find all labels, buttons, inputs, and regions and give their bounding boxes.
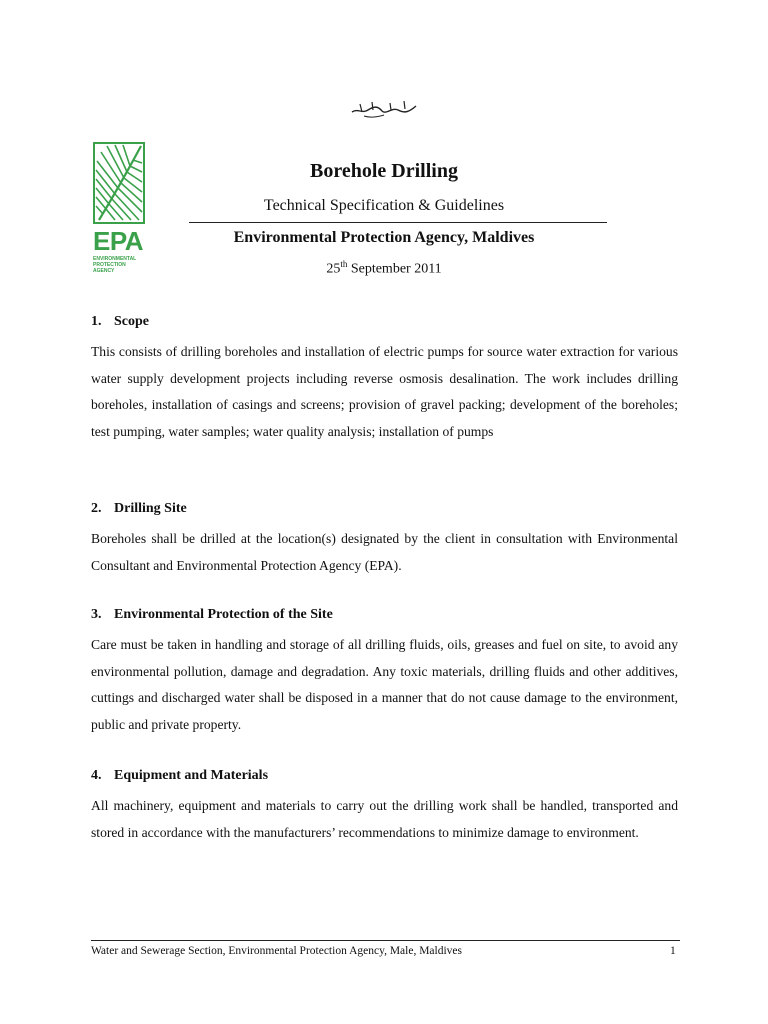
section-title: Environmental Protection of the Site xyxy=(114,607,333,622)
page-number: 1 xyxy=(670,945,676,957)
section-body: This consists of drilling boreholes and installation of electric pumps for source water extraction for various water supply development projects including reverse osmosis desalination. The work includes drilling boreholes, installation of casings and screens; provision of gravel packing; development of the boreholes; test pumping, water samples; water quality analysis; installation of pumps xyxy=(91,344,678,439)
section-number: 1. xyxy=(91,314,102,329)
document-date xyxy=(0,259,768,278)
section-heading xyxy=(91,500,678,518)
agency-name: Environmental Protection Agency, Maldives xyxy=(233,229,535,246)
section-scope xyxy=(91,313,678,445)
section-environmental-protection xyxy=(91,606,678,738)
logo-line: ENVIRONMENTAL xyxy=(93,256,137,262)
section-drilling-site xyxy=(91,500,678,579)
footer-text: Water and Sewerage Section, Environmental Protection Agency, Male, Maldives xyxy=(91,945,463,957)
section-heading xyxy=(91,767,678,785)
logo-line: AGENCY xyxy=(93,268,115,274)
date-day: 25 xyxy=(326,261,341,277)
footer-rule xyxy=(91,940,680,941)
title-rule xyxy=(189,222,607,223)
document-title: Borehole Drilling xyxy=(310,160,458,182)
date-suffix: th xyxy=(340,259,348,269)
section-body: Care must be taken in handling and storage of all drilling fluids, oils, greases and fuel on site, to avoid any environmental pollution, damage and degradation. Any toxic materials, drilling fluids and other additives, cuttings and discharged water shall be disposed in a manner that do not cause damage to the environment, public and private property. xyxy=(91,637,678,732)
document-subtitle: Technical Specification & Guidelines xyxy=(263,197,505,214)
section-heading xyxy=(91,313,678,331)
logo-line: PROTECTION xyxy=(93,262,126,268)
section-heading xyxy=(91,606,678,624)
bismillah-calligraphy xyxy=(350,98,418,120)
section-body: Boreholes shall be drilled at the location(s) designated by the client in consultation with Environmental Consultant and Environmental Protection Agency (EPA). xyxy=(91,531,678,573)
section-number: 3. xyxy=(91,607,102,622)
section-title: Drilling Site xyxy=(114,501,187,516)
section-equipment-materials xyxy=(91,767,678,846)
section-number: 2. xyxy=(91,501,102,516)
date-rest: September 2011 xyxy=(347,261,442,277)
section-number: 4. xyxy=(91,768,102,783)
section-title: Scope xyxy=(114,314,149,329)
section-body: All machinery, equipment and materials to carry out the drilling work shall be handled, transported and stored in accordance with the manufacturers’ recommendations to minimize damage to environment. xyxy=(91,798,678,840)
logo-abbr: EPA xyxy=(93,226,144,256)
section-title: Equipment and Materials xyxy=(114,768,269,783)
